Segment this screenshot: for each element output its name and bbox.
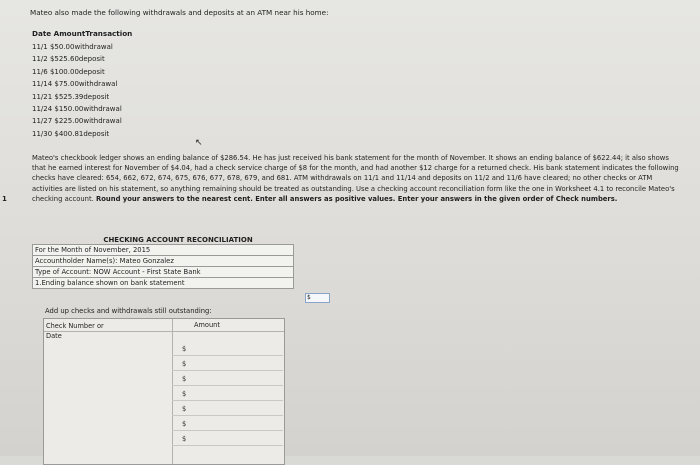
amount-input[interactable]: $: [182, 345, 187, 353]
transaction-row: 11/24 $150.00withdrawal: [32, 105, 122, 114]
form-month: For the Month of November, 2015: [32, 244, 294, 255]
outstanding-table: [43, 318, 285, 465]
transactions-header: Date AmountTransaction: [32, 29, 133, 38]
form-title: CHECKING ACCOUNT RECONCILIATION: [103, 236, 253, 244]
transaction-row: 11/27 $225.00withdrawal: [32, 117, 122, 126]
problem-text: Mateo's checkbook ledger shows an ending balance of $286.54. He has just received his bank statement for the month of November. It shows an ending balance of $622.44; it also shows that he earned interest for November of $4.04, had a check service charge of $8 for the month, and had another $12 charge for a returned check. His bank statement indicates the following checks have cleared: 654, 662, 672, 674, 675, 676, 677, 678, 679, and 681. ATM withdrawals on 11/1 and 11/14 and deposits on 11/2 and 11/6 have cleared; no other checks or ATM activities are listed on his statement, so anything remaining should be treated as outstanding. Use a checking account reconciliation form like the one in Worksheet 4.1 to reconcile Mateo's checking account.: [32, 154, 679, 203]
row-divider: [172, 445, 283, 446]
row-divider: [172, 385, 283, 386]
transaction-row: 11/30 $400.81deposit: [32, 129, 110, 138]
column-divider: [172, 319, 173, 464]
ending-balance-input[interactable]: $: [305, 293, 330, 303]
form-account-type: Type of Account: NOW Account - First State Bank: [32, 266, 294, 277]
side-marker: 1: [2, 195, 7, 203]
col-check-header: Check Number or Date: [46, 322, 104, 340]
transaction-row: 11/21 $525.39deposit: [32, 92, 110, 101]
row-divider: [172, 355, 283, 356]
form-step1: 1.Ending balance shown on bank statement: [32, 277, 294, 289]
col-amount-header: Amount: [194, 321, 220, 329]
row-divider: [172, 415, 283, 416]
intro-text: Mateo also made the following withdrawals and deposits at an ATM near his home:: [30, 8, 329, 17]
form-holder: Accountholder Name(s): Mateo Gonzalez: [32, 255, 294, 266]
instructions-text: Round your answers to the nearest cent. Enter all answers as positive values. Enter your answers in the given order of Check numbers.: [95, 194, 618, 203]
amount-input[interactable]: $: [182, 375, 187, 383]
amount-input[interactable]: $: [182, 405, 187, 413]
row-divider: [172, 430, 283, 431]
row-divider: [172, 400, 283, 401]
amount-input[interactable]: $: [182, 360, 187, 368]
transaction-row: 11/2 $525.60deposit: [32, 55, 105, 64]
mouse-cursor-icon: ↖: [195, 138, 203, 148]
transaction-row: 11/14 $75.00withdrawal: [32, 80, 118, 89]
amount-input[interactable]: $: [182, 390, 187, 398]
outstanding-label: Add up checks and withdrawals still outstanding:: [45, 307, 212, 315]
transactions-list: [32, 41, 122, 140]
reconciliation-form: [32, 236, 294, 289]
amount-input[interactable]: $: [182, 435, 187, 443]
header-divider: [44, 331, 284, 332]
row-divider: [172, 370, 283, 371]
amount-input[interactable]: $: [182, 420, 187, 428]
transaction-row: 11/6 $100.00deposit: [32, 67, 105, 76]
transaction-row: 11/1 $50.00withdrawal: [32, 43, 113, 51]
problem-paragraph: [32, 153, 684, 204]
